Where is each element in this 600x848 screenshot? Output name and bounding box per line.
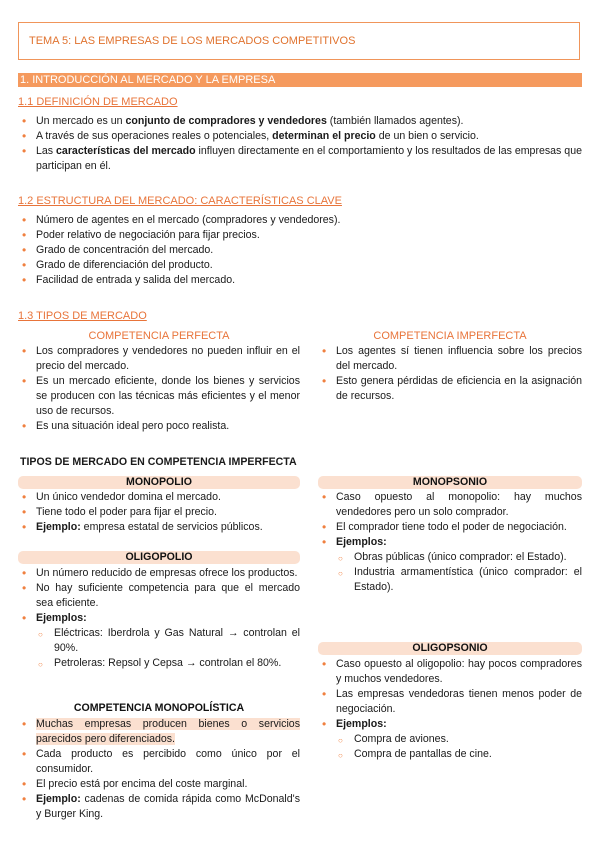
list-item: • No hay suficiente competencia para que el mercado sea eficiente.: [18, 581, 300, 611]
imperfect-competition-list: [318, 344, 582, 404]
page-title: TEMA 5: LAS EMPRESAS DE LOS MERCADOS COMPETITIVOS: [29, 35, 356, 47]
oligopsony-heading: OLIGOPSONIO: [318, 642, 582, 655]
list-item: • Caso opuesto al monopolio: hay muchos vendedores pero un solo comprador.: [318, 490, 582, 520]
definition-list: [18, 114, 582, 174]
title-box: [18, 22, 580, 60]
oligopoly-list: [18, 566, 300, 671]
list-item: • Las empresas vendedoras tienen menos poder de negociación.: [318, 687, 582, 717]
list-item: ○ Compra de pantallas de cine.: [318, 747, 582, 762]
list-item: • Poder relativo de negociación para fijar precios.: [18, 228, 582, 243]
list-item: • Ejemplos:: [318, 717, 582, 732]
monopsony-list: [318, 490, 582, 595]
list-item: ○ Compra de aviones.: [318, 732, 582, 747]
list-item: ○ Obras públicas (único comprador: el Estado).: [318, 550, 582, 565]
list-item: • Ejemplo: empresa estatal de servicios públicos.: [18, 520, 300, 535]
monopolistic-heading: COMPETENCIA MONOPOLÍSTICA: [73, 702, 245, 714]
subsection-heading-1-2: 1.2 ESTRUCTURA DEL MERCADO: CARACTERÍSTICAS CLAVE: [18, 195, 342, 207]
list-item: • Ejemplos:: [318, 535, 582, 550]
subsection-heading-1-1: 1.1 DEFINICIÓN DE MERCADO: [18, 96, 178, 108]
structure-list: [18, 213, 582, 288]
monopoly-list: [18, 490, 300, 535]
list-item: • Es un mercado eficiente, donde los bienes y servicios se producen con las técnicas más eficientes y el menor uso de recursos.: [18, 374, 300, 419]
monopoly-heading: MONOPOLIO: [18, 476, 300, 489]
list-item: • Un único vendedor domina el mercado.: [18, 490, 300, 505]
list-item: ○ Petroleras: Repsol y Cepsa → controlan el 80%.: [18, 656, 300, 671]
list-item: • Las características del mercado influyen directamente en el comportamiento y los resultados de las empresas que participan en él.: [18, 144, 582, 174]
list-item: ○ Industria armamentística (único comprador: el Estado).: [318, 565, 582, 595]
imperfect-competition-heading: COMPETENCIA IMPERFECTA: [373, 330, 527, 342]
list-item: • Facilidad de entrada y salida del mercado.: [18, 273, 582, 288]
monopolistic-list: [18, 717, 300, 822]
subsection-heading-1-3: 1.3 TIPOS DE MERCADO: [18, 310, 147, 322]
list-item: • El comprador tiene todo el poder de negociación.: [318, 520, 582, 535]
oligopsony-list: [318, 657, 582, 762]
list-item: • Muchas empresas producen bienes o servicios parecidos pero diferenciados.: [18, 717, 300, 747]
oligopoly-heading: OLIGOPOLIO: [18, 551, 300, 564]
list-item: • Grado de concentración del mercado.: [18, 243, 582, 258]
section-bar: [18, 73, 582, 87]
list-item: • Cada producto es percibido como único por el consumidor.: [18, 747, 300, 777]
list-item: • Un mercado es un conjunto de compradores y vendedores (también llamados agentes).: [18, 114, 582, 129]
list-item: • El precio está por encima del coste marginal.: [18, 777, 300, 792]
list-item: • Tiene todo el poder para fijar el precio.: [18, 505, 300, 520]
list-item: • Los agentes sí tienen influencia sobre los precios del mercado.: [318, 344, 582, 374]
list-item: • Caso opuesto al oligopolio: hay pocos compradores y muchos vendedores.: [318, 657, 582, 687]
section-title: 1. INTRODUCCIÓN AL MERCADO Y LA EMPRESA: [20, 74, 276, 86]
monopsony-heading: MONOPSONIO: [318, 476, 582, 489]
list-item: • Los compradores y vendedores no pueden influir en el precio del mercado.: [18, 344, 300, 374]
list-item: ○ Eléctricas: Iberdrola y Gas Natural → controlan el 90%.: [18, 626, 300, 656]
perfect-competition-list: [18, 344, 300, 434]
list-item: • A través de sus operaciones reales o potenciales, determinan el precio de un bien o servicio.: [18, 129, 582, 144]
perfect-competition-heading: COMPETENCIA PERFECTA: [88, 330, 230, 342]
market-types-heading: TIPOS DE MERCADO EN COMPETENCIA IMPERFECTA: [20, 456, 297, 468]
list-item: • Número de agentes en el mercado (compradores y vendedores).: [18, 213, 582, 228]
list-item: • Esto genera pérdidas de eficiencia en la asignación de recursos.: [318, 374, 582, 404]
list-item: • Ejemplo: cadenas de comida rápida como McDonald's y Burger King.: [18, 792, 300, 822]
list-item: • Ejemplos:: [18, 611, 300, 626]
list-item: • Grado de diferenciación del producto.: [18, 258, 582, 273]
list-item: • Un número reducido de empresas ofrece los productos.: [18, 566, 300, 581]
list-item: • Es una situación ideal pero poco realista.: [18, 419, 300, 434]
